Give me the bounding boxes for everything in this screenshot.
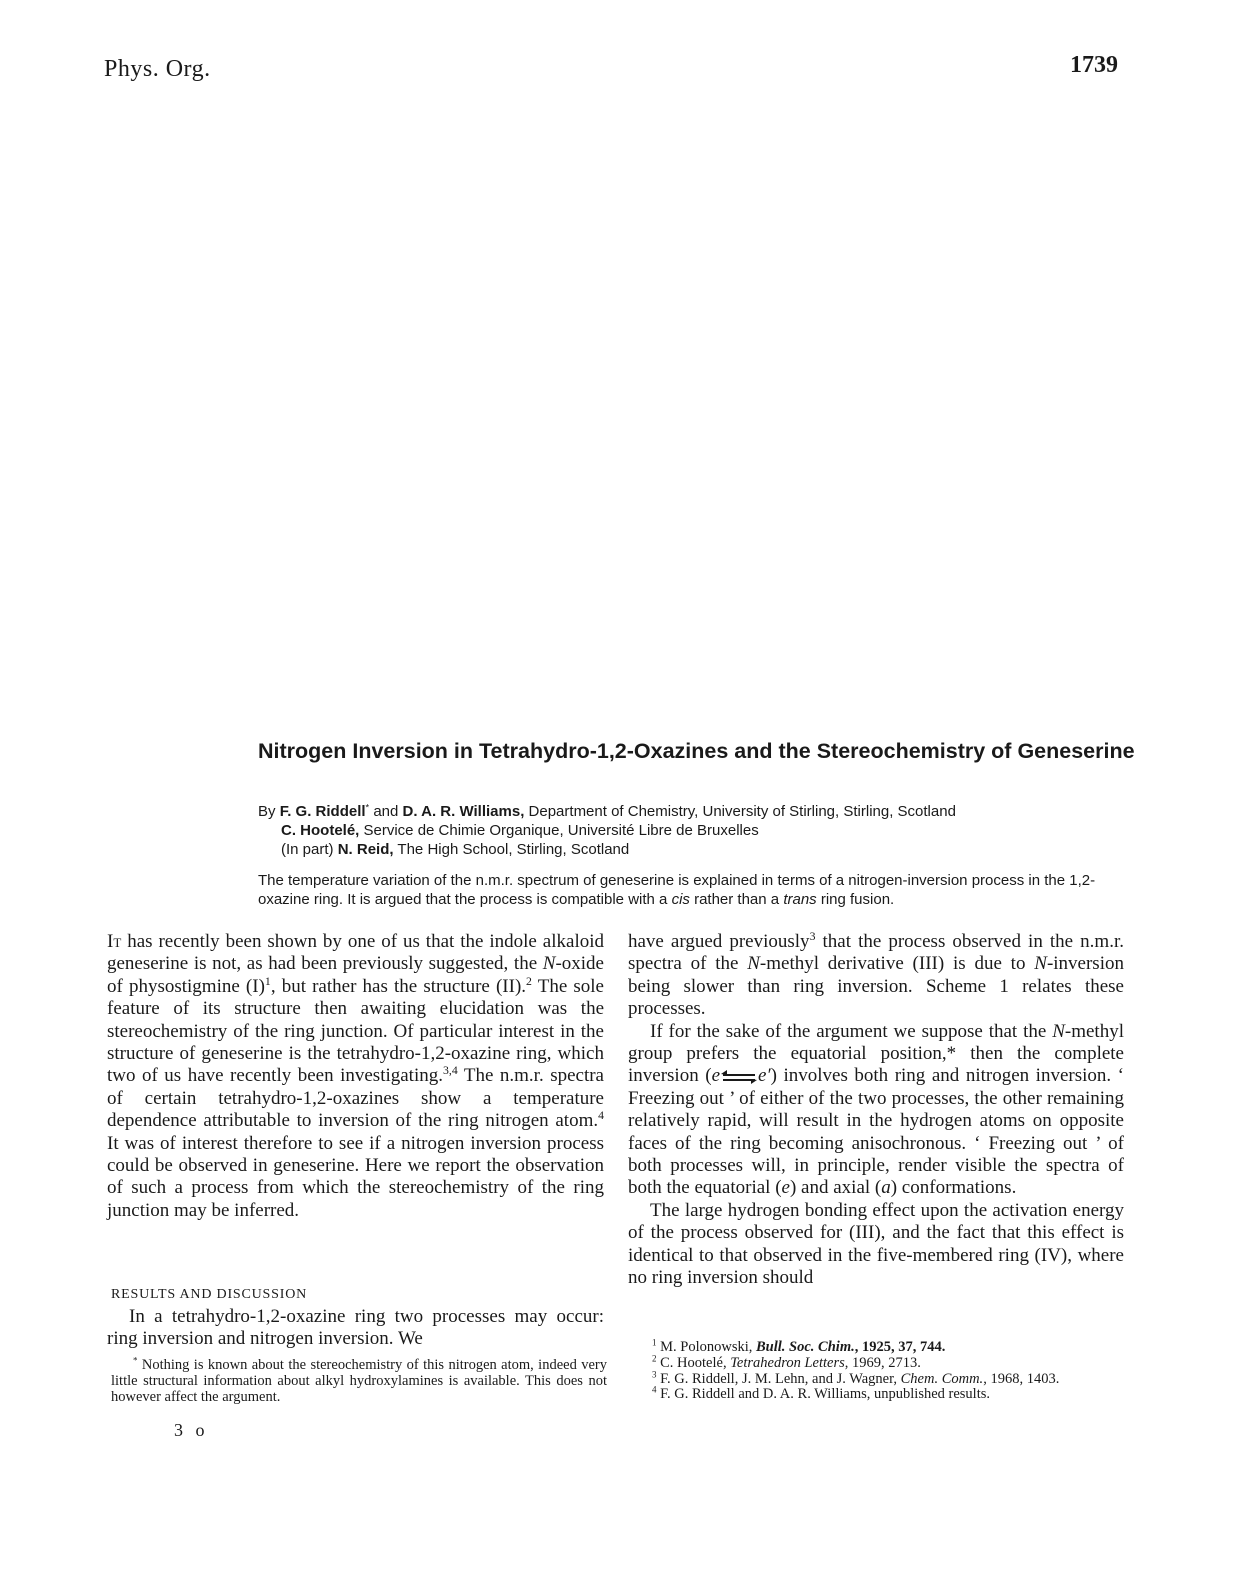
right-paragraph-2 bbox=[628, 1021, 1124, 1200]
and-label: and bbox=[369, 803, 403, 820]
footnote-text bbox=[111, 1355, 607, 1405]
intro-text-3: , but rather has the structure (II). bbox=[270, 975, 527, 997]
signature-mark: 3 o bbox=[174, 1420, 209, 1440]
author-line-3 bbox=[258, 840, 1138, 859]
reference-item bbox=[634, 1337, 1128, 1356]
ref-num: 2 bbox=[652, 1353, 657, 1364]
affiliation-high-school: The High School, Stirling, Scotland bbox=[393, 841, 630, 858]
rc-italic-n-3: N bbox=[1052, 1020, 1065, 1042]
author-block bbox=[258, 802, 1138, 859]
footnote-body: Nothing is known about the stereochemistry of this nitrogen atom, indeed very little structural information about alkyl hydroxylamines is available. This does not however affect the argument. bbox=[111, 1357, 607, 1405]
abstract bbox=[258, 872, 1130, 909]
rc-text-2a: If for the sake of the argument we suppose that the bbox=[650, 1020, 1053, 1042]
dropcap-I: I bbox=[107, 931, 114, 952]
reference-item bbox=[634, 1387, 1128, 1403]
rc-text-2d: ) and axial ( bbox=[789, 1177, 882, 1199]
by-label: By bbox=[258, 803, 276, 820]
right-column bbox=[628, 931, 1124, 1290]
ref-authors: F. G. Riddell and D. A. R. Williams, unpublished results. bbox=[656, 1386, 990, 1403]
dropcap-t: t bbox=[113, 931, 122, 952]
right-paragraph-1 bbox=[628, 931, 1124, 1021]
rc-italic-n-1: N bbox=[747, 953, 760, 975]
intro-text-1: has recently been shown by one of us that the indole alkaloid geneserine is not, as had been previously suggested, the bbox=[107, 931, 604, 975]
ref-pages: , 744. bbox=[912, 1339, 946, 1355]
rc-italic-eq: e bbox=[781, 1177, 790, 1199]
section-paragraph: In a tetrahydro-1,2-oxazine ring two processes may occur: ring inversion and nitrogen inversion. We bbox=[107, 1306, 604, 1350]
equilibrium-arrow-icon bbox=[720, 1070, 758, 1084]
author-line-2 bbox=[258, 821, 1138, 840]
intro-text-5: The n.m.r. spectra of certain tetrahydro-1,2-oxazines show a temperature dependence attributable to inversion of the ring nitrogen atom. bbox=[107, 1065, 604, 1132]
rc-text-2e: ) conformations. bbox=[890, 1177, 1017, 1199]
abstract-trans: trans bbox=[783, 890, 817, 908]
ref-3-4: 3,4 bbox=[443, 1064, 458, 1078]
ref-num: 3 bbox=[652, 1369, 657, 1380]
page-number: 1739 bbox=[1070, 52, 1118, 78]
rc-text-1a: have argued previously bbox=[628, 931, 810, 952]
abstract-text-1: The temperature variation of the n.m.r. spectrum of geneserine is explained in terms of a nitrogen-inversion process in the 1,2-oxazine ring. It is argued that the process is compatible with a bbox=[258, 872, 1096, 908]
rc-italic-n-2: N bbox=[1034, 953, 1047, 975]
footnote-left bbox=[111, 1355, 607, 1405]
ref-authors: F. G. Riddell, J. M. Lehn, and J. Wagner, bbox=[656, 1370, 901, 1387]
abstract-text-3: ring fusion. bbox=[816, 890, 895, 908]
article-title: Nitrogen Inversion in Tetrahydro-1,2-Oxazines and the Stereochemistry of Geneserine bbox=[258, 739, 1135, 763]
in-part-label: (In part) bbox=[281, 841, 338, 858]
ref-year: , 1925, bbox=[854, 1339, 899, 1355]
left-column-intro bbox=[107, 931, 604, 1222]
ref-num: 1 bbox=[652, 1337, 657, 1348]
ref-volume: 37 bbox=[898, 1339, 913, 1355]
rc-text-2c: ) involves both ring and nitrogen inversion. ‘ Freezing out ’ of either of the two processes, the other remaining relatively rapid, will result in the hydrogen atoms on opposite faces of the ring becoming anisochronous. ‘ Freezing out ’ of both processes will, in principle, render visible the spectra of both the equatorial ( bbox=[628, 1065, 1124, 1199]
ref-2: 2 bbox=[526, 974, 532, 988]
reference-list bbox=[634, 1337, 1128, 1403]
author-riddell: F. G. Riddell bbox=[279, 803, 366, 820]
author-reid: N. Reid, bbox=[337, 841, 394, 858]
ref-authors: C. Hootelé, bbox=[656, 1354, 731, 1371]
ref-journal: Bull. Soc. Chim. bbox=[756, 1339, 855, 1355]
ref-year: , 1968, 1403. bbox=[983, 1370, 1060, 1387]
rc-text-1c: -methyl derivative (III) is due to bbox=[759, 953, 1035, 975]
ref-pages: 2713. bbox=[888, 1354, 921, 1371]
rc-italic-e: e bbox=[711, 1065, 721, 1087]
intro-text-2: -oxide of physostigmine (I) bbox=[107, 953, 604, 997]
author-williams: D. A. R. Williams, bbox=[402, 803, 525, 820]
rc-text-2b: -methyl group prefers the equatorial position,* then the complete inversion ( bbox=[628, 1020, 1124, 1087]
intro-text-4: The sole feature of its structure then awaiting elucidation was the stereochemistry of the ring junction. Of particular interest in the structure of geneserine is the tetrahydro-1,2-oxazine ring, which two of us have recently been investigating. bbox=[107, 975, 604, 1087]
rc-text-1b: that the process observed in the n.m.r. spectra of the bbox=[628, 931, 1124, 975]
ref-authors: M. Polonowski, bbox=[656, 1339, 757, 1355]
corresponding-mark: * bbox=[365, 802, 370, 813]
ref-4: 4 bbox=[598, 1109, 604, 1123]
ref-num: 4 bbox=[652, 1385, 657, 1395]
intro-text-6: It was of interest therefore to see if a nitrogen inversion process could be observed in geneserine. Here we report the observation of such a process from which the stereochemistry of the ring junction may be inferred. bbox=[107, 1132, 604, 1221]
intro-paragraph bbox=[107, 931, 604, 1222]
affiliation-bruxelles: Service de Chimie Organique, Université Libre de Bruxelles bbox=[359, 822, 759, 839]
section-heading: RESULTS AND DISCUSSION bbox=[111, 1287, 308, 1302]
rc-italic-e-prime: e′ bbox=[758, 1065, 771, 1087]
ref-journal: Chem. Comm. bbox=[900, 1370, 984, 1387]
affiliation-stirling: Department of Chemistry, University of Stirling, Stirling, Scotland bbox=[524, 803, 956, 820]
author-hootele: C. Hootelé, bbox=[281, 822, 360, 839]
rc-italic-ax: a bbox=[881, 1177, 891, 1199]
rc-ref-3: 3 bbox=[809, 929, 816, 943]
author-line-1 bbox=[258, 802, 1138, 821]
rc-text-1d: -inversion being slower than ring inversion. Scheme 1 relates these processes. bbox=[628, 953, 1124, 1020]
left-column-section bbox=[107, 1306, 604, 1351]
intro-italic-n: N bbox=[542, 953, 556, 975]
reference-item bbox=[634, 1353, 1128, 1372]
ref-1: 1 bbox=[264, 974, 271, 988]
ref-year: , 1969, bbox=[844, 1354, 889, 1371]
abstract-text-2: rather than a bbox=[689, 890, 784, 908]
right-paragraph-3: The large hydrogen bonding effect upon the activation energy of the process observed for (III), and the fact that this effect is identical to that observed in the five-membered ring (IV), where no ring inversion should bbox=[628, 1199, 1124, 1289]
footnote-mark: * bbox=[133, 1355, 138, 1366]
ref-journal: Tetrahedron Letters bbox=[730, 1354, 845, 1371]
journal-section-name: Phys. Org. bbox=[104, 56, 211, 82]
abstract-cis: cis bbox=[671, 890, 690, 908]
